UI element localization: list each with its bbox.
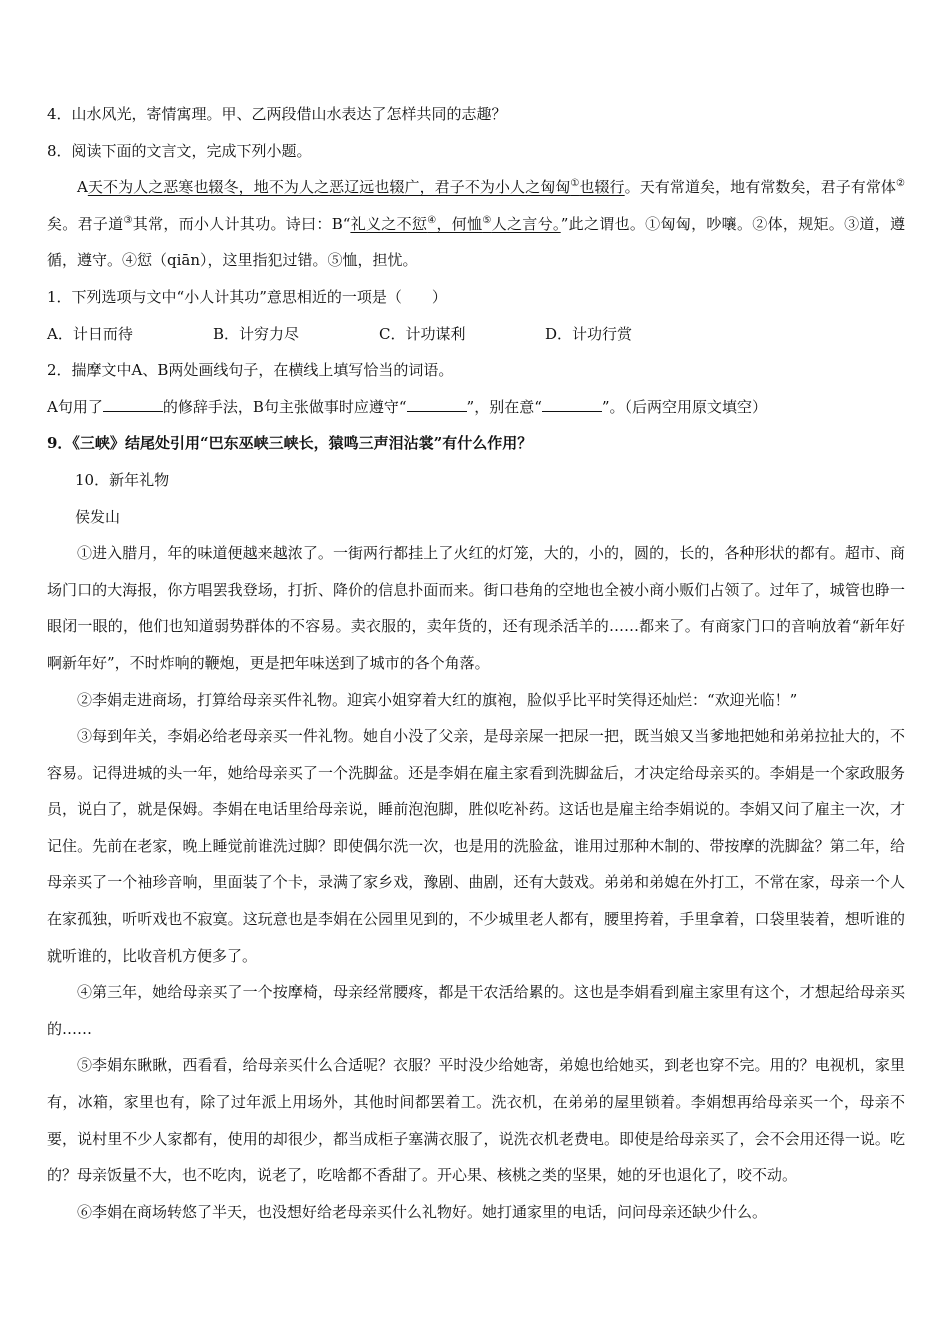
sub-question-1: 1．下列选项与文中“小人计其功”意思相近的一项是（ ） bbox=[47, 287, 447, 306]
story-paragraph: ②李娟走进商场，打算给母亲买件礼物。迎宾小姐穿着大红的旗袍，脸似乎比平时笑得还灿烂：“欢迎光临！” bbox=[77, 690, 798, 709]
story-paragraph: ③每到年关，李娟必给老母亲买一件礼物。她自小没了父亲，是母亲屎一把尿一把，既当娘又当爹地把她和弟弟拉扯大的，不容易。记得进城的头一年，她给母亲买了一个洗脚盆。还是李娟在雇主家看到洗脚盆后，才决定给母亲买的。李娟是一个家政服务员，说白了，就是保姆。李娟在电话里给母亲说，睡前泡泡脚，胜似吃补药。这话也是雇主给李娟说的。李娟又问了雇主一次，才记住。先前在老家，晚上睡觉前谁洗过脚？即使偶尔洗一次，也是用的洗脸盆，谁用过那种木制的、带按摩的洗脚盆？第二年，给母亲买了一个袖珍音响，里面装了个卡，录满了家乡戏，豫剧、曲剧，还有大鼓戏。弟弟和弟媳在外打工，不常在家，母亲一个人在家孤独，听听戏也不寂寞。这玩意也是李娟在公园里见到的，不少城里老人都有，腰里挎着，手里拿着，口袋里装着，想听谁的就听谁的，比收音机方便多了。 bbox=[47, 727, 905, 965]
story-paragraph: ⑤李娟东瞅瞅，西看看，给母亲买什么合适呢？衣服？平时没少给她寄，弟媳也给她买，到老也穿不完。用的？电视机，家里有，冰箱，家里也有，除了过年派上用场外，其他时间都罢着工。洗衣机，在弟弟的屋里锁着。李娟想再给母亲买一个，母亲不要，说村里不少人家都有，使用的却很少，都当成柜子塞满衣服了，说洗衣机老费电。即使是给母亲买了，会不会用还得一说。吃的？母亲饭量不大，也不吃肉，说老了，吃啥都不香甜了。开心果、核桃之类的坚果，她的牙也退化了，咬不动。 bbox=[47, 1056, 905, 1185]
options-row bbox=[47, 316, 905, 353]
story-title: 10．新年礼物 bbox=[75, 470, 170, 489]
blank-2[interactable] bbox=[407, 397, 467, 412]
option-b[interactable]: B．计穷力尽 bbox=[213, 324, 300, 343]
story-paragraph: ⑥李娟在商场转悠了半天，也没想好给老母亲买什么礼物好。她打通家里的电话，问问母亲还缺少什么。 bbox=[77, 1202, 768, 1221]
underlined-sentence-a: 天不为人之恶寒也辍冬，地不为人之恶辽远也辍广，君子不为小人之匈匈①也辍行 bbox=[87, 178, 625, 197]
option-c[interactable]: C．计功谋利 bbox=[379, 324, 466, 343]
sub-question-2-fill: A句用了 的修辞手法，B句主张做事时应遵守“ ”，别在意“ ”。（后两空用原文填空） bbox=[47, 397, 768, 416]
story-paragraph: ④第三年，她给母亲买了一个按摩椅，母亲经常腰疼，都是干农活给累的。这也是李娟看到雇主家里有这个，才想起给母亲买的…… bbox=[47, 983, 905, 1038]
classical-passage: A天不为人之恶寒也辍冬，地不为人之恶辽远也辍广，君子不为小人之匈匈①也辍行。天有常道矣，地有常数矣，君子有常体②矣。君子道③其常，而小人计其功。诗曰：B“礼义之不愆④，何恤⑤人之言兮。”此之谓也。①匈匈，吵嚷。②体，规矩。③道，遵循，遵守。④愆（qiān），这里指犯过错。⑤恤，担忧。 bbox=[47, 178, 905, 270]
question-8-heading: 8．阅读下面的文言文，完成下列小题。 bbox=[47, 141, 312, 160]
blank-3[interactable] bbox=[542, 397, 602, 412]
story-author: 侯发山 bbox=[75, 507, 121, 526]
blank-1[interactable] bbox=[103, 397, 163, 412]
label-a: A bbox=[77, 178, 88, 197]
sub-question-2: 2．揣摩文中A、B两处画线句子，在横线上填写恰当的词语。 bbox=[47, 361, 454, 380]
question-9: 9．《三峡》结尾处引用“巴东巫峡三峡长，猿鸣三声泪沾裳”有什么作用？ bbox=[47, 434, 533, 453]
option-a[interactable]: A．计日而待 bbox=[47, 324, 133, 343]
story-paragraph: ①进入腊月，年的味道便越来越浓了。一街两行都挂上了火红的灯笼，大的，小的，圆的，长的，各种形状的都有。超市、商场门口的大海报，你方唱罢我登场，打折、降价的信息扑面而来。街口巷角的空地也全被小商小贩们占领了。过年了，城管也睁一眼闭一眼的，他们也知道弱势群体的不容易。卖衣服的，卖年货的，还有现杀活羊的……都来了。有商家门口的音响放着“新年好啊新年好”，不时炸响的鞭炮，更是把年味送到了城市的各个角落。 bbox=[47, 544, 905, 672]
option-d[interactable]: D．计功行赏 bbox=[545, 324, 633, 343]
document-page bbox=[47, 96, 905, 1230]
underlined-sentence-b: 礼义之不愆④，何恤⑤人之言兮。 bbox=[350, 214, 561, 233]
question-4: 4．山水风光，寄情寓理。甲、乙两段借山水表达了怎样共同的志趣？ bbox=[47, 105, 507, 123]
